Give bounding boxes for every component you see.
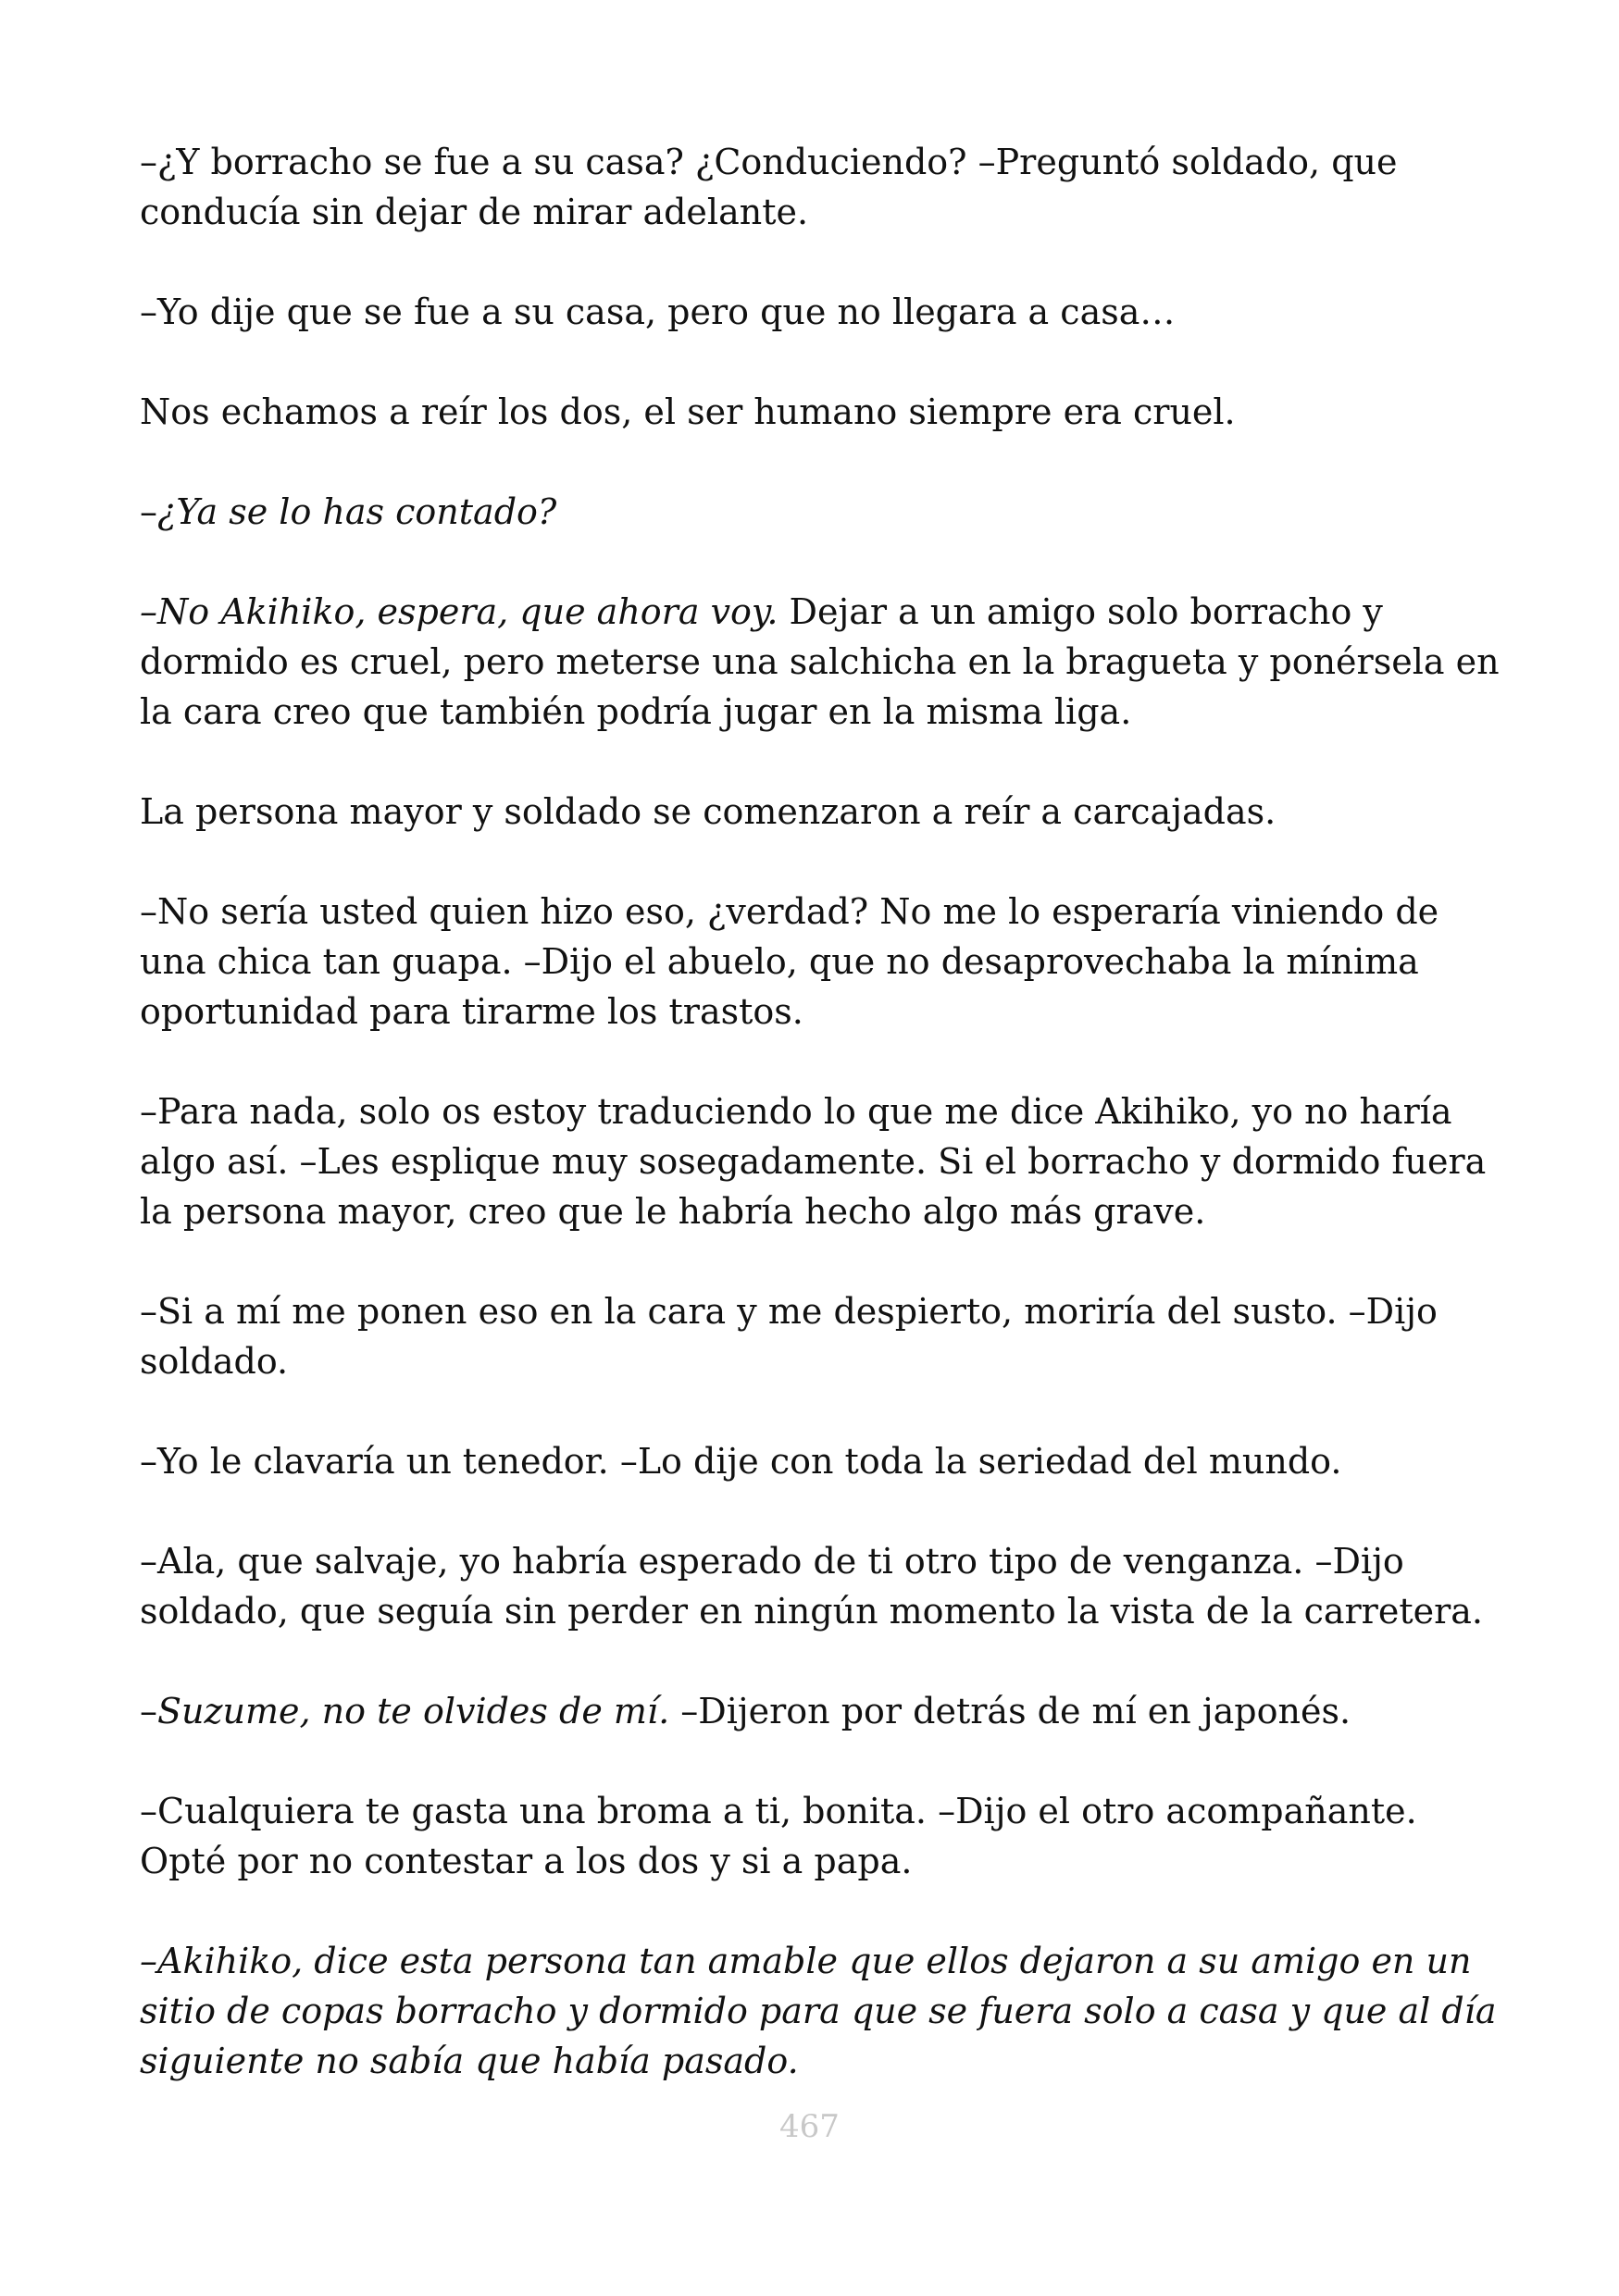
text-segment: –¿Y borracho se fue a su casa? ¿Conduciendo? –Preguntó soldado, que conducía sin dejar de mirar adelante. bbox=[140, 142, 1398, 232]
body-text bbox=[140, 137, 1510, 2136]
text-segment: La persona mayor y soldado se comenzaron a reír a carcajadas. bbox=[140, 791, 1277, 832]
text-segment: –Ala, que salvaje, yo habría esperado de ti otro tipo de venganza. –Dijo soldado, que seguía sin perder en ningún momento la vista de la carretera. bbox=[140, 1541, 1483, 1632]
italic-text: ¿Ya se lo has contado? bbox=[157, 491, 557, 532]
paragraph bbox=[140, 887, 1510, 1036]
text-segment: – bbox=[140, 491, 157, 532]
page-number: 467 bbox=[779, 2108, 840, 2145]
italic-text: –No Akihiko, espera, que ahora voy. bbox=[140, 591, 778, 632]
paragraph bbox=[140, 137, 1510, 237]
paragraph bbox=[140, 1436, 1510, 1486]
text-segment: –No sería usted quien hizo eso, ¿verdad? No me lo esperaría viniendo de una chica tan guapa. –Dijo el abuelo, que no desaprovechaba la mínima oportunidad para tirarme los trastos. bbox=[140, 891, 1439, 1032]
text-segment: Dejar a un amigo solo borracho y dormido es cruel, pero meterse una salchicha en la bragueta y ponérsela en la cara creo que también podría jugar en la misma liga. bbox=[140, 591, 1500, 732]
paragraph bbox=[140, 387, 1510, 437]
italic-text: Suzume, no te olvides de mí. bbox=[157, 1691, 670, 1731]
text-segment: –Cualquiera te gasta una broma a ti, bonita. –Dijo el otro acompañante. Opté por no contestar a los dos y si a papa. bbox=[140, 1791, 1417, 1881]
paragraph bbox=[140, 1936, 1510, 2086]
italic-text: –Akihiko, dice esta persona tan amable que ellos dejaron a su amigo en un sitio de copas borracho y dormido para que se fuera solo a casa y que al día siguiente no sabía que había pasado. bbox=[140, 1941, 1497, 2081]
paragraph bbox=[140, 487, 1510, 537]
text-segment: –Dijeron por detrás de mí en japonés. bbox=[669, 1691, 1351, 1731]
text-segment: –Para nada, solo os estoy traduciendo lo que me dice Akihiko, yo no haría algo así. –Les esplique muy sosegadamente. Si el borracho y dormido fuera la persona mayor, creo que le habría hecho algo más grave. bbox=[140, 1091, 1487, 1232]
text-segment: – bbox=[140, 1691, 157, 1731]
text-segment: –Yo dije que se fue a su casa, pero que no llegara a casa… bbox=[140, 292, 1176, 332]
paragraph bbox=[140, 1786, 1510, 1886]
text-segment: –Yo le clavaría un tenedor. –Lo dije con toda la seriedad del mundo. bbox=[140, 1441, 1342, 1482]
paragraph bbox=[140, 1286, 1510, 1386]
paragraph bbox=[140, 287, 1510, 337]
paragraph bbox=[140, 1536, 1510, 1636]
text-segment: –Si a mí me ponen eso en la cara y me despierto, moriría del susto. –Dijo soldado. bbox=[140, 1291, 1438, 1382]
paragraph bbox=[140, 787, 1510, 837]
paragraph bbox=[140, 1686, 1510, 1736]
text-segment: Nos echamos a reír los dos, el ser humano siempre era cruel. bbox=[140, 391, 1236, 432]
paragraph bbox=[140, 1086, 1510, 1236]
paragraph bbox=[140, 587, 1510, 737]
